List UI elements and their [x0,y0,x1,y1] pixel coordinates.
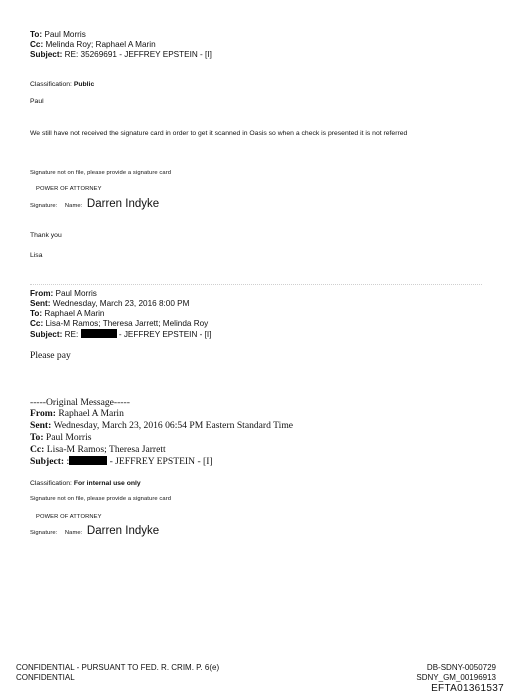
email2-subject-line: Subject: RE: - JEFFREY EPSTEIN - [I] [30,330,212,339]
classification-value: For internal use only [73,480,141,487]
footer-confidential-line1: CONFIDENTIAL - PURSUANT TO FED. R. CRIM. P. 6(e) [16,663,220,672]
email3-poa-label: POWER OF ATTORNEY [36,514,102,520]
email3-to-line: To: Paul Morris [30,432,92,443]
separator-rule [30,284,482,285]
email3-subject-line: Subject: : - JEFFREY EPSTEIN - [I] [30,456,213,467]
email1-subject-line: Subject: RE: 35269691 - JEFFREY EPSTEIN - [I] [30,50,212,59]
email2-cc-line: Cc: Lisa-M Ramos; Theresa Jarrett; Melinda Roy [30,319,209,328]
email2-sent-line: Sent: Wednesday, March 23, 2016 8:00 PM [30,299,190,308]
email1-to: Paul Morris [44,30,86,39]
email2-from-line: From: Paul Morris [30,289,97,298]
email1-cc-line: Cc: Melinda Roy; Raphael A Marin [30,40,156,49]
footer-sdny-id: SDNY_GM_00196913 [416,673,496,682]
redaction-bar [69,456,107,465]
email2-body: Please pay [30,350,71,361]
email3-signature-note: Signature not on file, please provide a signature card [30,496,172,502]
original-message-header: -----Original Message----- [30,397,130,408]
email3-signature-block: Signature: Name: Darren Indyke [30,525,160,537]
bates-number: EFTA01361537 [431,683,504,694]
email3-classification: Classification: For internal use only [30,480,141,487]
email1-greeting: Paul [30,98,44,105]
email1-to-line: To: Paul Morris [30,30,86,39]
email1-cc: Melinda Roy; Raphael A Marin [45,40,156,49]
email1-signoff: Lisa [30,252,43,259]
email1-poa-label: POWER OF ATTORNEY [36,186,102,192]
email3-signer-name: Darren Indyke [86,525,160,537]
email3-cc-line: Cc: Lisa-M Ramos; Theresa Jarrett [30,444,166,455]
email3-sent-line: Sent: Wednesday, March 23, 2016 06:54 PM Eastern Standard Time [30,420,294,431]
email1-subject: RE: 35269691 - JEFFREY EPSTEIN - [I] [64,50,212,59]
email3-from-line: From: Raphael A Marin [30,408,124,419]
footer-confidential-line2: CONFIDENTIAL [16,673,75,682]
email1-signature-note: Signature not on file, please provide a signature card [30,170,172,176]
email2-to-line: To: Raphael A Marin [30,309,105,318]
email1-signer-name: Darren Indyke [86,198,160,210]
redaction-bar [81,329,117,338]
footer-doc-id: DB-SDNY-0050729 [426,663,496,672]
email1-classification: Classification: Public [30,81,95,88]
email1-thanks: Thank you [30,232,62,239]
email1-body: We still have not received the signature card in order to get it scanned in Oasis so when a check is presented it is not referred [30,130,408,137]
email1-signature-block: Signature: Name: Darren Indyke [30,198,160,210]
classification-value: Public [73,81,95,88]
